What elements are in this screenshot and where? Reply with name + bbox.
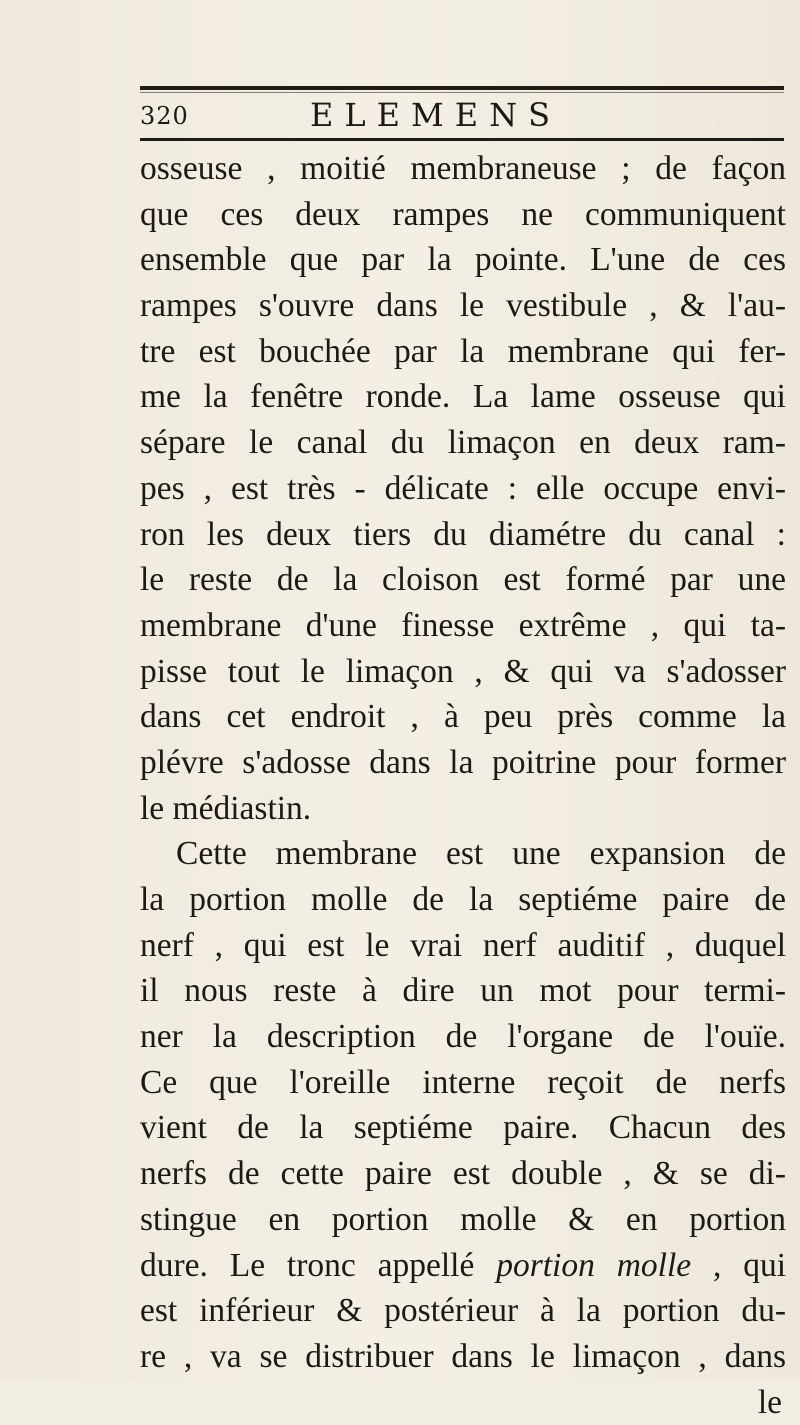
text-line: vient de la septiéme paire. Chacun des xyxy=(140,1109,786,1147)
text-line: plévre s'adosse dans la poitrine pour former xyxy=(140,743,786,781)
text-line: pisse tout le limaçon , & qui va s'adosser xyxy=(140,652,786,690)
running-head xyxy=(140,96,784,136)
text-line-mixed xyxy=(140,1243,786,1289)
page-number: 320 xyxy=(140,102,189,130)
text-line: osseuse , moitié membraneuse ; de façon xyxy=(140,150,786,187)
text-line: le reste de la cloison est formé par une xyxy=(140,561,786,599)
text-line: Cette membrane est une expansion de xyxy=(176,835,786,873)
header-rule-top-thin xyxy=(140,92,784,93)
text-line: rampes s'ouvre dans le vestibule , & l'au- xyxy=(140,287,786,325)
italic-term: portion molle xyxy=(496,1246,692,1284)
text-line: sépare le canal du limaçon en deux ram- xyxy=(140,424,786,462)
text-line: est inférieur & postérieur à la portion du- xyxy=(140,1292,786,1330)
text-line: tre est bouchée par la membrane qui fer- xyxy=(140,332,786,370)
text-line: ron les deux tiers du diamétre du canal : xyxy=(140,515,786,553)
header-rule-bottom xyxy=(140,138,784,141)
text-line: la portion molle de la septiéme paire de xyxy=(140,881,786,918)
text-line: stingue en portion molle & en portion xyxy=(140,1200,786,1238)
running-title: ELEMENS xyxy=(310,96,562,134)
text-span: , qui xyxy=(713,1246,787,1284)
text-line: le médiastin. xyxy=(140,789,312,827)
text-line: il nous reste à dire un mot pour termi- xyxy=(140,972,786,1010)
text-line: membrane d'une finesse extrême , qui ta- xyxy=(140,606,786,644)
text-line: que ces deux rampes ne communiquent xyxy=(140,195,786,233)
text-span: dure. Le tronc appellé xyxy=(140,1246,475,1284)
text-line: re , va se distribuer dans le limaçon , dans xyxy=(140,1337,786,1375)
text-line: me la fenêtre ronde. La lame osseuse qui xyxy=(140,378,786,416)
text-line: ensemble que par la pointe. L'une de ces xyxy=(140,241,786,279)
text-line: ner la description de l'organe de l'ouïe. xyxy=(140,1018,786,1056)
text-line: nerfs de cette paire est double , & se di- xyxy=(140,1155,786,1193)
header-rule-top xyxy=(140,86,784,90)
catchword: le xyxy=(757,1383,782,1421)
text-line: pes , est très - délicate : elle occupe envi- xyxy=(140,469,786,507)
text-line: dans cet endroit , à peu près comme la xyxy=(140,698,786,736)
text-line: Ce que l'oreille interne reçoit de nerfs xyxy=(140,1063,786,1101)
text-line: nerf , qui est le vrai nerf auditif , duquel xyxy=(140,926,786,964)
body-text xyxy=(140,146,786,1425)
